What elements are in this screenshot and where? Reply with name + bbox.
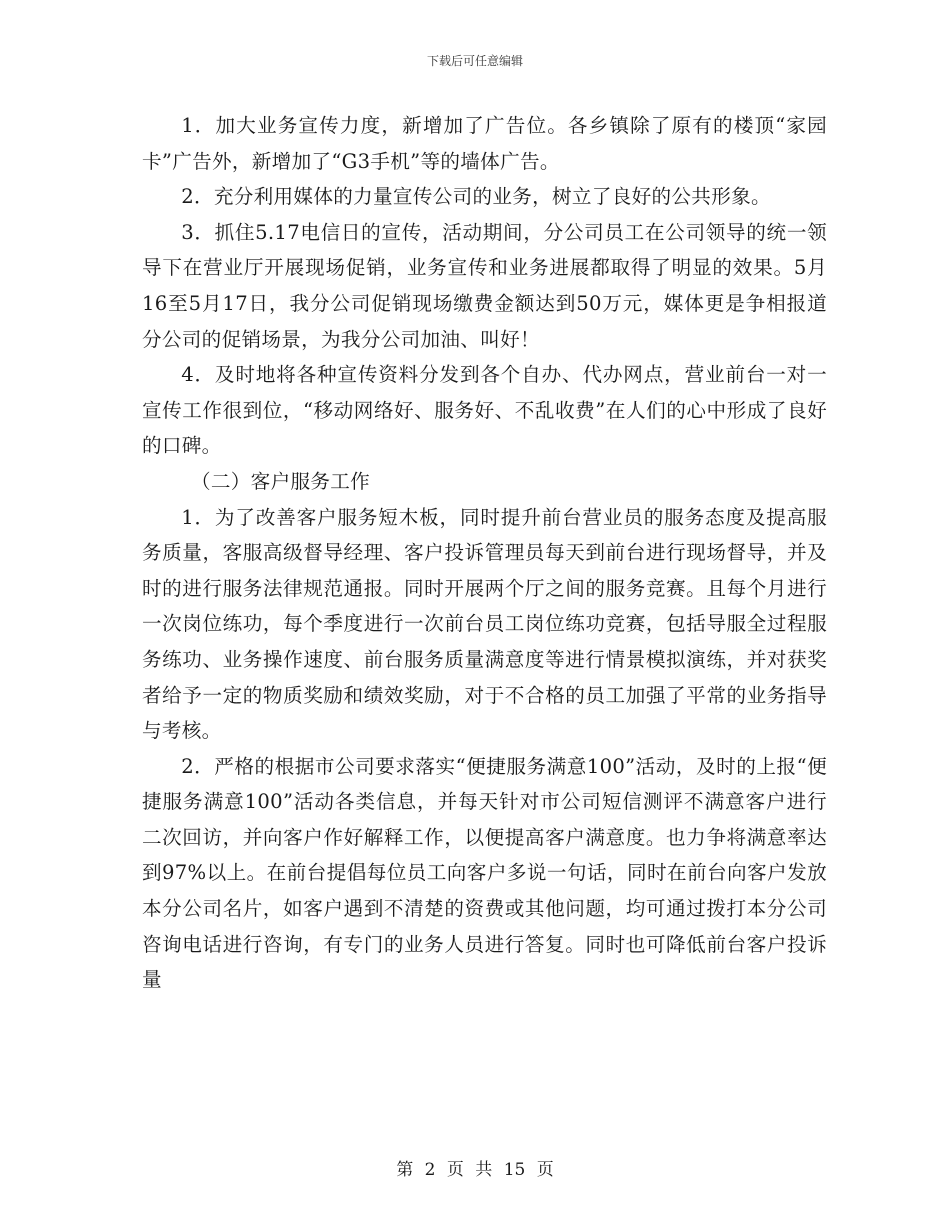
page-header: 下载后可任意编辑 — [426, 54, 523, 68]
paragraph-telecom-day: 3．抓住5.17电信日的宣传，活动期间，分公司员工在公司领导的统一领导下在营业厅开展现场促销，业务宣传和业务进展都取得了明显的效果。5月16至5月17日，我分公司促销现场缴费金额达到50万元，媒体更是争相报道分公司的促销场景，为我分公司加油、叫好！ — [142, 220, 827, 351]
section-heading-customer-service: （二）客户服务工作 — [191, 469, 371, 493]
paragraph-service-improvement: 1．为了改善客户服务短木板，同时提升前台营业员的服务态度及提高服务质量，客服高级督导经理、客户投诉管理员每天到前台进行现场督导，并及时的进行服务法律规范通报。同时开展两个厅之间的服务竞赛。且每个月进行一次岗位练功，每个季度进行一次前台员工岗位练功竞赛，包括导服全过程服务练功、业务操作速度、前台服务质量满意度等进行情景模拟演练，并对获奖者给予一定的物质奖励和绩效奖励，对于不合格的员工加强了平常的业务指导与考核。 — [142, 505, 827, 743]
page-footer: 第 2 页 共 15 页 — [396, 1160, 554, 1180]
paragraph-advertising: 1．加大业务宣传力度，新增加了广告位。各乡镇除了原有的楼顶“家园卡”广告外，新增加了“G3手机”等的墙体广告。 — [142, 114, 827, 173]
paragraph-satisfaction-campaign: 2．严格的根据市公司要求落实“便捷服务满意100”活动，及时的上报“便捷服务满意100”活动各类信息，并每天针对市公司短信测评不满意客户进行二次回访，并向客户作好解释工作，以便提高客户满意度。也力争将满意率达到97%以上。在前台提倡每位员工向客户多说一句话，同时在前台向客户发放本分公司名片，如客户遇到不清楚的资费或其他问题，均可通过拨打本分公司咨询电话进行咨询，有专门的业务人员进行答复。同时也可降低前台客户投诉量 — [142, 754, 827, 992]
paragraph-promo-materials: 4．及时地将各种宣传资料分发到各个自办、代办网点，营业前台一对一宣传工作很到位，“移动网络好、服务好、不乱收费”在人们的心中形成了良好的口碑。 — [142, 363, 827, 458]
paragraph-media: 2．充分利用媒体的力量宣传公司的业务，树立了良好的公共形象。 — [181, 185, 771, 209]
document-body — [142, 108, 827, 998]
